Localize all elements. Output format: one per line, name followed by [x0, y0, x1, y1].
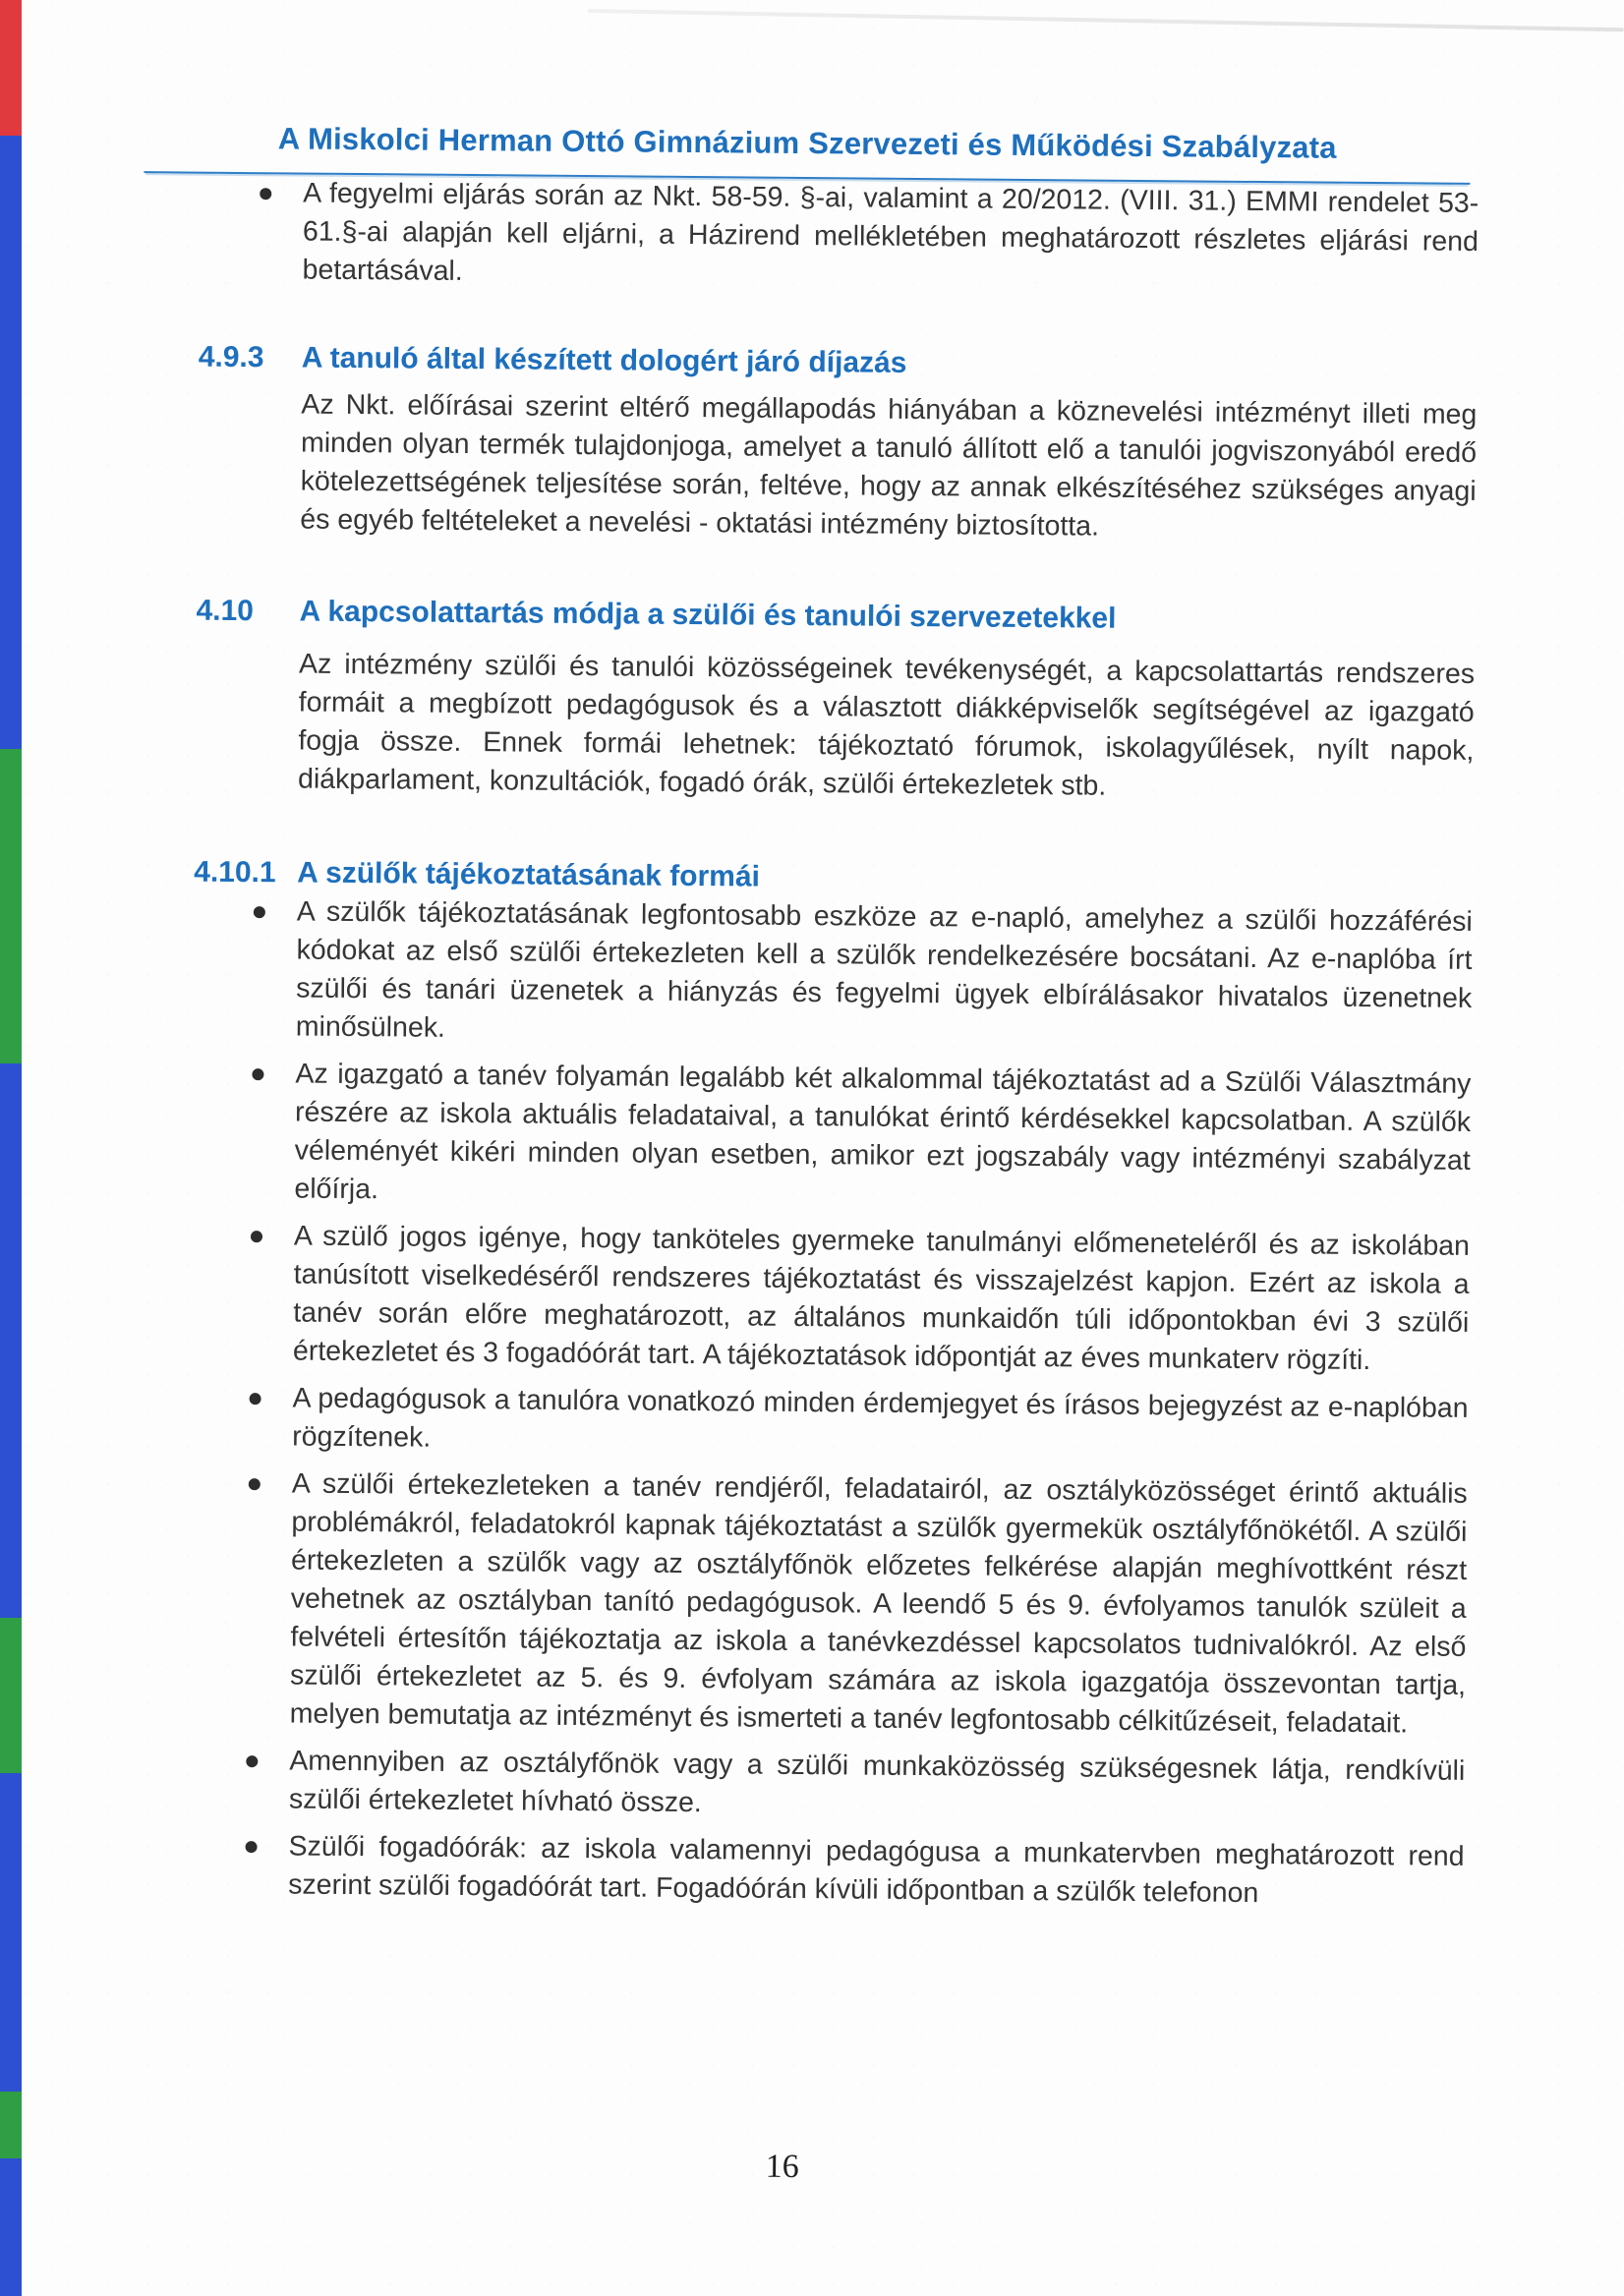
bullet-item [236, 1742, 1466, 1829]
bullet-item [239, 1379, 1469, 1466]
page-number: 16 [765, 2148, 799, 2186]
bullet-text: A szülők tájékoztatásának legfontosabb eszköze az e-napló, amelyhez a szülői hozzáférési kódokat az első szülői értekezleten kell a szülők rendelkezésére bocsátani. Az e-naplóba írt szülői és tanári üzenetek a hiányzás és fegyelmi ügyek elbírálásakor hivatalos üzenetnek minősülnek. [295, 895, 1473, 1044]
edge-stripe-segment [0, 1618, 22, 1773]
section-title: A kapcsolattartás módja a szülői és tanulói szervezetekkel [299, 595, 1117, 635]
section-number: 4.9.3 [198, 340, 264, 374]
edge-stripe-segment [0, 2158, 22, 2296]
bullet-item [240, 1217, 1470, 1381]
scan-edge-streak [588, 9, 1624, 31]
document-body [0, 172, 1622, 1916]
scanner-edge-stripes [0, 0, 22, 2296]
section-heading-4-9-3 [199, 338, 1621, 390]
bullet-dot-icon [250, 1393, 261, 1405]
edge-stripe-segment [0, 1063, 22, 1618]
bullet-dot-icon [246, 1841, 258, 1853]
edge-stripe-segment [0, 136, 22, 749]
bullet-item [243, 892, 1473, 1057]
bullet-item [241, 1055, 1471, 1219]
parent-information-bullet-list [0, 890, 1616, 1916]
section-number: 4.10 [196, 594, 255, 628]
bullet-item [249, 174, 1479, 300]
section-title: A szülők tájékoztatásának formái [297, 856, 761, 893]
bullet-text: A pedagógusok a tanulóra vonatkozó minden érdemjegyet és írásos bejegyzést az e-naplóban rögzítenek. [292, 1382, 1469, 1454]
intro-bullet-list [0, 172, 1622, 301]
edge-stripe-segment [0, 2092, 22, 2158]
section-paragraph: Az intézmény szülői és tanulói közösségeinek tevékenységét, a kapcsolattartás rendszeres formáit a megbízott pedagógusok és a választott diákképviselők segítségével az igazgató fogja össze. Ennek formái lehetnek: tájékoztató fórumok, iskolagyűlések, nyílt napok, diákparlament, konzultációk, fogadó órák, szülői értekezletek stb. [297, 648, 1476, 802]
bullet-item [235, 1827, 1465, 1915]
section-number: 4.10.1 [194, 855, 276, 890]
document-header-title: A Miskolci Herman Ottó Gimnázium Szervezeti és Működési Szabályzata [144, 120, 1470, 185]
edge-stripe-segment [0, 0, 22, 136]
bullet-dot-icon [246, 1755, 258, 1767]
bullet-dot-icon [251, 1231, 262, 1242]
bullet-item [237, 1464, 1468, 1744]
section-heading-4-10 [196, 592, 1618, 644]
edge-stripe-segment [0, 1773, 22, 2092]
section-title: A tanuló által készített dologért járó díjazás [301, 341, 907, 379]
bullet-dot-icon [252, 1068, 263, 1080]
bullet-dot-icon [260, 188, 271, 200]
bullet-text: Amennyiben az osztályfőnök vagy a szülői munkaközösség szükségesnek látja, rendkívüli szülői értekezletet hívható össze. [288, 1745, 1466, 1819]
bullet-dot-icon [254, 906, 265, 918]
bullet-text: A fegyelmi eljárás során az Nkt. 58-59. §-ai, valamint a 20/2012. (VIII. 31.) EMMI rendelet 53-61.§-ai alapján kell eljárni, a Házirend mellékletében meghatározott részletes eljárási rend betartásával. [302, 177, 1479, 287]
bullet-text: Szülői fogadóórák: az iskola valamennyi pedagógusa a munkatervben meghatározott rend szerint szülői fogadóórát tart. Fogadóórán kívüli időpontban a szülők telefonon [288, 1830, 1465, 1910]
bullet-dot-icon [249, 1478, 261, 1490]
bullet-text: A szülői értekezleteken a tanév rendjéről, feladatairól, az osztályközösséget érintő aktuális problémákról, feladatokról kapnak tájékoztatást a szülők gyermekük osztályfőnökétől. A szülői értekezleten a szülők vagy az osztályfőnök előzetes felkérése alapján meghívottként részt vehetnek az osztályban tanító pedagógusok. A leendő 5 és 9. évfolyamos tanulók szüleit a felvételi értesítőn tájékoztatja az iskola a tanévkezdéssel kapcsolatos tudnivalókról. Az első szülői értekezletet az 5. és 9. évfolyam számára az iskola igazgatója összevontan tartja, melyen bemutatja az intézményt és ismerteti a tanév legfontosabb célkitűzéseit, feladatait. [289, 1467, 1468, 1740]
bullet-text: A szülő jogos igénye, hogy tanköteles gyermeke tanulmányi előmeneteléről és az iskolában tanúsított viselkedéséről rendszeres tájékoztatást és visszajelzést kapjon. Ezért az iskola a tanév során előre meghatározott, az általános munkaidőn túli időpontokban évi 3 szülői értekezletet és 3 fogadóórát tart. A tájékoztatások időpontját az éves munkaterv rögzíti. [292, 1220, 1471, 1377]
edge-stripe-segment [0, 749, 22, 1063]
bullet-text: Az igazgató a tanév folyamán legalább két alkalommal tájékoztatást ad a Szülői Választmány részére az iskola aktuális feladataival, a tanulókat érintő kérdésekkel kapcsolatban. A szülők véleményét kikéri minden olyan esetben, amikor ezt jogszabály vagy intézményi szabályzat előírja. [294, 1058, 1472, 1206]
section-paragraph: Az Nkt. előírásai szerint eltérő megállapodás hiányában a köznevelési intézményt illeti meg minden olyan termék tulajdonjoga, amelyet a tanuló állított elő a tanulói jogviszonyából eredő kötelezettségének teljesítése során, feltéve, hogy az annak elkészítéséhez szükséges anyagi és egyéb feltételeket a nevelési - oktatási intézmény biztosította. [300, 388, 1478, 543]
